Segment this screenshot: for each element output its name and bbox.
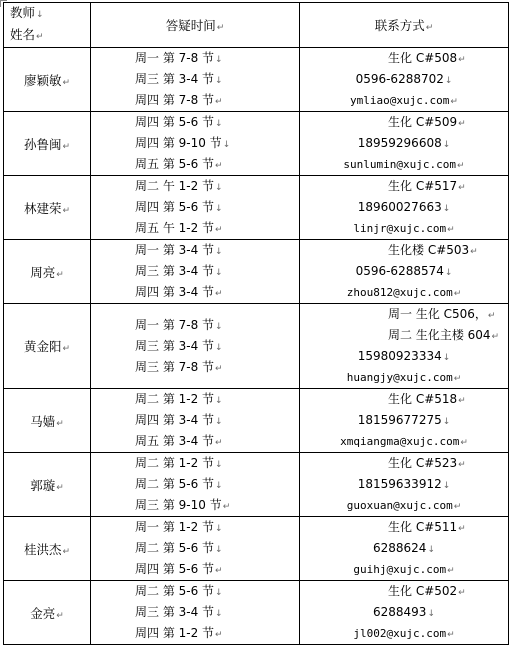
- phone-text: 0596-6288702↓: [355, 72, 453, 86]
- email-text: ymliao@xujc.com↵: [350, 94, 458, 107]
- qa-time-slot: 周二 午 1-2 节↓: [135, 179, 223, 193]
- qa-times-cell: [91, 517, 300, 581]
- office-text: 生化 C#511↵: [388, 520, 466, 534]
- qa-time-slot: 周四 第 1-2 节↵: [135, 626, 223, 640]
- email-text: jl002@xujc.com↵: [353, 627, 455, 640]
- table-row: [4, 176, 509, 240]
- qa-time-slot: 周四 第 3-4 节↵: [135, 285, 223, 299]
- email-text: zhou812@xujc.com↵: [346, 286, 462, 299]
- table-row: [4, 581, 509, 645]
- qa-time-slot: 周一 第 1-2 节↓: [135, 520, 223, 534]
- office-text: 生化楼 C#503↵: [388, 243, 478, 257]
- contact-cell: [300, 240, 509, 304]
- qa-time-slot: 周二 第 1-2 节↓: [135, 456, 223, 470]
- office-text: 生化 C#518↵: [388, 392, 466, 406]
- phone-text: 6288624↓: [373, 541, 435, 555]
- office-text: 周二 生化主楼 604↵: [388, 328, 500, 342]
- email-text: sunlumin@xujc.com↵: [343, 158, 465, 171]
- contact-cell: [300, 112, 509, 176]
- email-text: guihj@xujc.com↵: [353, 563, 455, 576]
- email-text: guoxuan@xujc.com↵: [346, 499, 462, 512]
- phone-text: 18159677275↓: [357, 413, 451, 427]
- phone-text: 18959296608↓: [357, 136, 451, 150]
- contact-cell: [300, 48, 509, 112]
- qa-time-slot: 周三 第 7-8 节↵: [135, 359, 223, 374]
- phone-text: 18960027663↓: [357, 200, 451, 214]
- table-row: [4, 48, 509, 112]
- email-text: xmqiangma@xujc.com↵: [340, 435, 468, 448]
- office-text: 周一 生化 C506，↵: [388, 307, 496, 321]
- contact-cell: [300, 453, 509, 517]
- qa-time-slot: 周四 第 9-10 节↓: [135, 136, 231, 150]
- qa-time-slot: 周五 第 3-4 节↵: [135, 434, 223, 448]
- qa-times-cell: [91, 176, 300, 240]
- qa-time-slot: 周一 第 7-8 节↓: [135, 51, 223, 65]
- qa-time-slot: 周三 第 3-4 节↓: [135, 72, 223, 86]
- qa-times-cell: [91, 304, 300, 389]
- teacher-name: 马嫱↵: [4, 389, 91, 453]
- qa-times-cell: [91, 240, 300, 304]
- table-row: [4, 304, 509, 389]
- teacher-name: 孙鲁闽↵: [4, 112, 91, 176]
- qa-time-slot: 周五 第 5-6 节↵: [135, 157, 223, 171]
- qa-time-slot: 周五 午 1-2 节↵: [135, 221, 223, 235]
- qa-times-cell: [91, 112, 300, 176]
- qa-times-cell: [91, 581, 300, 645]
- header-contact: 联系方式↵: [300, 3, 509, 48]
- teacher-name: 周亮↵: [4, 240, 91, 304]
- teacher-name: 黄金阳↵: [4, 304, 91, 389]
- phone-text: 18159633912↓: [357, 477, 451, 491]
- qa-time-slot: 周二 第 5-6 节↓: [135, 477, 223, 491]
- phone-text: 15980923334↓: [357, 349, 451, 363]
- table-row: [4, 389, 509, 453]
- qa-time-slot: 周四 第 3-4 节↓: [135, 413, 223, 427]
- qa-time-slot: 周二 第 5-6 节↓: [135, 541, 223, 555]
- qa-time-slot: 周二 第 1-2 节↓: [135, 392, 223, 406]
- header-teacher-name: 教师↓ 姓名↵: [4, 3, 91, 48]
- qa-time-slot: 周四 第 7-8 节↵: [135, 93, 223, 107]
- qa-time-slot: 周一 第 3-4 节↓: [135, 243, 223, 257]
- teacher-name: 郭璇↵: [4, 453, 91, 517]
- phone-text: 6288493↓: [373, 605, 435, 619]
- email-text: linjr@xujc.com↵: [353, 222, 455, 235]
- qa-time-slot: 周三 第 3-4 节↓: [135, 264, 223, 278]
- qa-time-slot: 周三 第 3-4 节↓: [135, 338, 223, 353]
- teacher-name: 桂洪杰↵: [4, 517, 91, 581]
- contact-cell: [300, 176, 509, 240]
- office-text: 生化 C#508↵: [388, 51, 466, 65]
- qa-time-slot: 周四 第 5-6 节↓: [135, 115, 223, 129]
- header-qa-time: 答疑时间↵: [91, 3, 300, 48]
- table-row: [4, 240, 509, 304]
- table-row: [4, 453, 509, 517]
- teacher-name: 廖颖敏↵: [4, 48, 91, 112]
- contact-cell: [300, 389, 509, 453]
- contact-cell: [300, 581, 509, 645]
- office-hours-table: [3, 2, 509, 645]
- qa-times-cell: [91, 389, 300, 453]
- table-row: [4, 517, 509, 581]
- qa-time-slot: 周三 第 3-4 节↓: [135, 605, 223, 619]
- qa-time-slot: 周二 第 5-6 节↓: [135, 584, 223, 598]
- teacher-name: 金亮↵: [4, 581, 91, 645]
- qa-time-slot: 周四 第 5-6 节↓: [135, 200, 223, 214]
- phone-text: 0596-6288574↓: [355, 264, 453, 278]
- table-header-row: [4, 3, 509, 48]
- teacher-name: 林建荣↵: [4, 176, 91, 240]
- qa-time-slot: 周一 第 7-8 节↓: [135, 317, 223, 332]
- qa-times-cell: [91, 453, 300, 517]
- qa-time-slot: 周三 第 9-10 节↵: [135, 498, 231, 512]
- office-text: 生化 C#517↵: [388, 179, 466, 193]
- table-row: [4, 112, 509, 176]
- email-text: huangjy@xujc.com↵: [346, 371, 462, 384]
- contact-cell: [300, 517, 509, 581]
- qa-times-cell: [91, 48, 300, 112]
- office-text: 生化 C#509↵: [388, 115, 466, 129]
- qa-time-slot: 周四 第 5-6 节↵: [135, 562, 223, 576]
- contact-cell: [300, 304, 509, 389]
- office-text: 生化 C#502↵: [388, 584, 466, 598]
- office-text: 生化 C#523↵: [388, 456, 466, 470]
